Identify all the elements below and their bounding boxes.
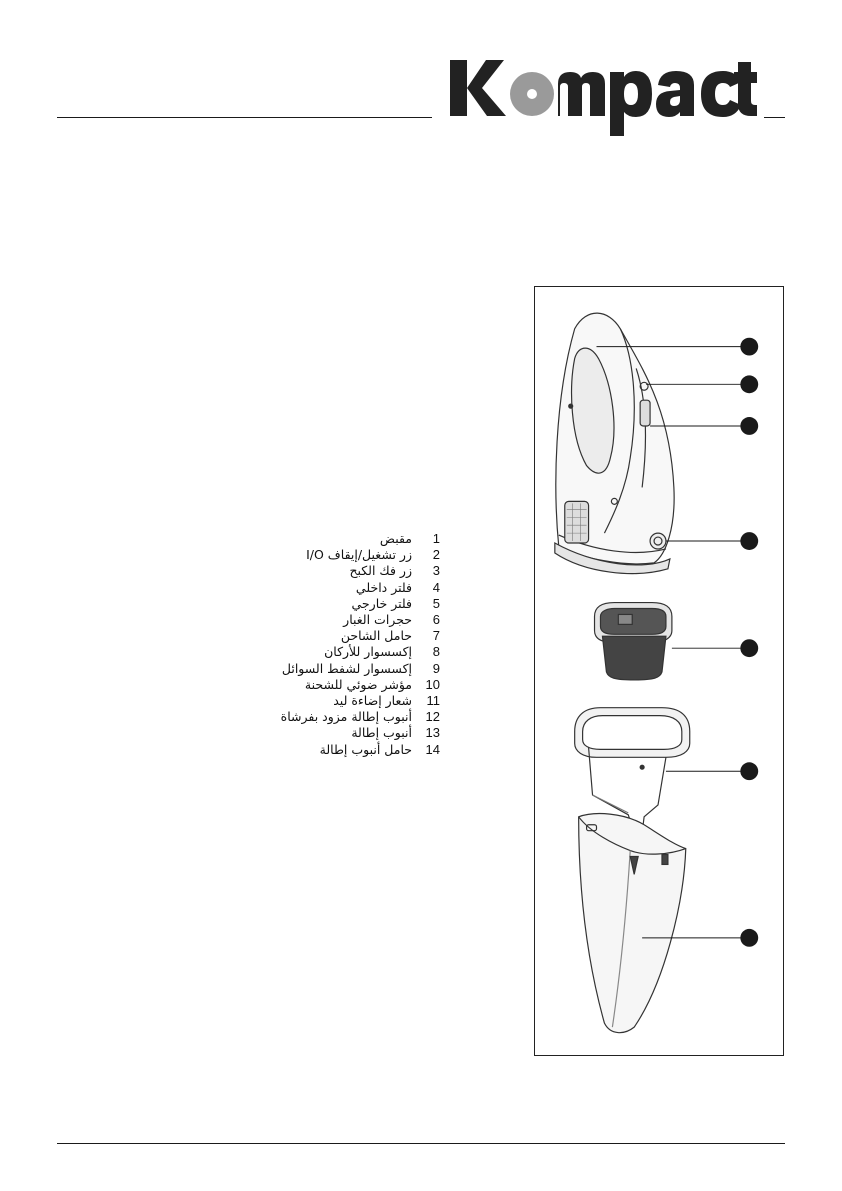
list-item	[250, 709, 440, 725]
part-label: مقبض	[379, 531, 412, 547]
dust-container-part	[579, 814, 686, 1033]
part-label: حامل أنبوب إطالة	[319, 741, 412, 757]
header-rule-right	[764, 117, 785, 118]
vacuum-exploded-diagram	[534, 286, 784, 1056]
part-number: 6	[432, 612, 440, 628]
list-item	[250, 661, 440, 677]
part-number: 5	[432, 595, 440, 611]
part-label: أنبوب إطالة مزود بفرشاة	[280, 709, 412, 725]
part-label: حجرات الغبار	[343, 612, 412, 628]
callout-marker-release	[740, 417, 758, 435]
list-item	[250, 644, 440, 660]
part-number: 11	[426, 692, 440, 708]
part-label: إكسسوار لشفط السوائل	[281, 660, 412, 676]
list-item	[250, 693, 440, 709]
callout-marker-outer-filter	[740, 762, 758, 780]
part-number: 13	[425, 725, 440, 741]
callout-marker-handle	[740, 338, 758, 356]
header-rule-left	[57, 117, 432, 118]
part-number: 2	[432, 547, 440, 563]
list-item	[250, 596, 440, 612]
part-label: أنبوب إطالة	[351, 725, 412, 741]
part-label: إكسسوار للأركان	[324, 644, 412, 660]
part-number: 1	[432, 531, 440, 547]
part-number: 14	[425, 741, 440, 757]
part-label: زر فك الكبح	[349, 563, 412, 579]
callout-markers	[740, 338, 758, 947]
parts-legend	[250, 531, 440, 758]
list-item	[250, 741, 440, 757]
part-label: مؤشر ضوئي للشحنة	[304, 676, 412, 692]
part-number: 8	[432, 644, 440, 660]
callout-marker-inner-filter	[740, 639, 758, 657]
list-item	[250, 580, 440, 596]
part-number: 4	[432, 579, 440, 595]
list-item	[250, 725, 440, 741]
footer-rule	[57, 1143, 785, 1144]
part-label: زر تشغيل/إيقاف I/O	[306, 547, 412, 563]
list-item	[250, 531, 440, 547]
part-label: فلتر خارجي	[351, 595, 412, 611]
part-label: حامل الشاحن	[340, 628, 412, 644]
list-item	[250, 563, 440, 579]
callout-marker-charger	[740, 532, 758, 550]
part-number: 3	[432, 563, 440, 579]
callout-marker-dust-container	[740, 929, 758, 947]
list-item	[250, 628, 440, 644]
callout-marker-switch	[740, 375, 758, 393]
part-number: 9	[432, 660, 440, 676]
part-number: 7	[432, 628, 440, 644]
vacuum-body	[555, 313, 674, 573]
brand-logo	[446, 52, 758, 138]
part-number: 10	[425, 676, 440, 692]
part-number: 12	[425, 709, 440, 725]
list-item	[250, 677, 440, 693]
part-label: شعار إضاءة ليد	[333, 692, 412, 708]
part-label: فلتر داخلي	[355, 579, 412, 595]
inner-filter-part	[595, 603, 672, 680]
list-item	[250, 612, 440, 628]
list-item	[250, 547, 440, 563]
